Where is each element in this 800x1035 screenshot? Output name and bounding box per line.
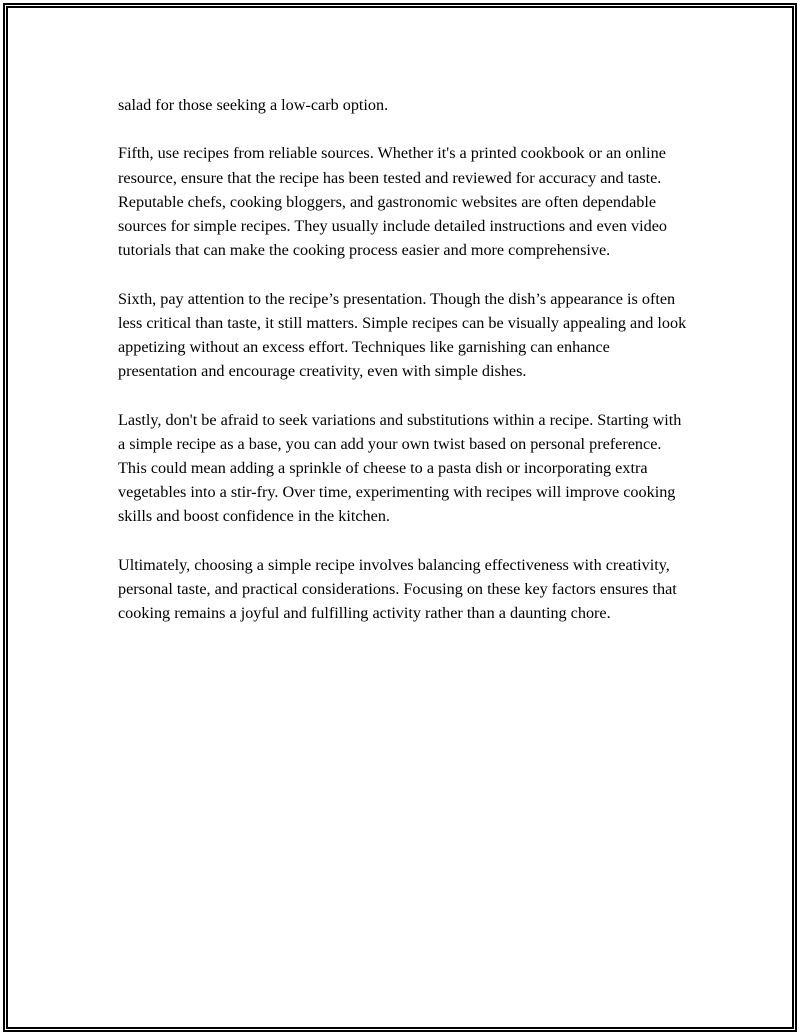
paragraph-sixth-tip: Sixth, pay attention to the recipe’s presentation. Though the dish’s appearance is often less critical than taste, it still matters. Simple recipes can be visually appealing and look appetizing without an excess effort. Techniques like garnishing can enhance presentation and encourage creativity, even with simple dishes. bbox=[118, 289, 687, 381]
document-body bbox=[118, 93, 688, 650]
paragraph-continuation: salad for those seeking a low-carb option. bbox=[118, 96, 389, 114]
paragraph-last-tip: Lastly, don't be afraid to seek variations and substitutions within a recipe. Starting with a simple recipe as a base, you can add your own twist based on personal preference. This could mean adding a sprinkle of cheese to a pasta dish or incorporating extra vegetables into a stir-fry. Over time, experimenting with recipes will improve cooking skills and boost confidence in the kitchen. bbox=[118, 410, 682, 526]
paragraph-fifth-tip: Fifth, use recipes from reliable sources. Whether it's a printed cookbook or an online resource, ensure that the recipe has been tested and reviewed for accuracy and taste. Reputable chefs, cooking bloggers, and gastronomic websites are often dependable sources for simple recipes. They usually include detailed instructions and even video tutorials that can make the cooking process easier and more comprehensive. bbox=[118, 144, 668, 260]
paragraph-conclusion: Ultimately, choosing a simple recipe involves balancing effectiveness with creativity, personal taste, and practical considerations. Focusing on these key factors ensures that cooking remains a joyful and fulfilling activity rather than a daunting chore. bbox=[118, 555, 677, 623]
